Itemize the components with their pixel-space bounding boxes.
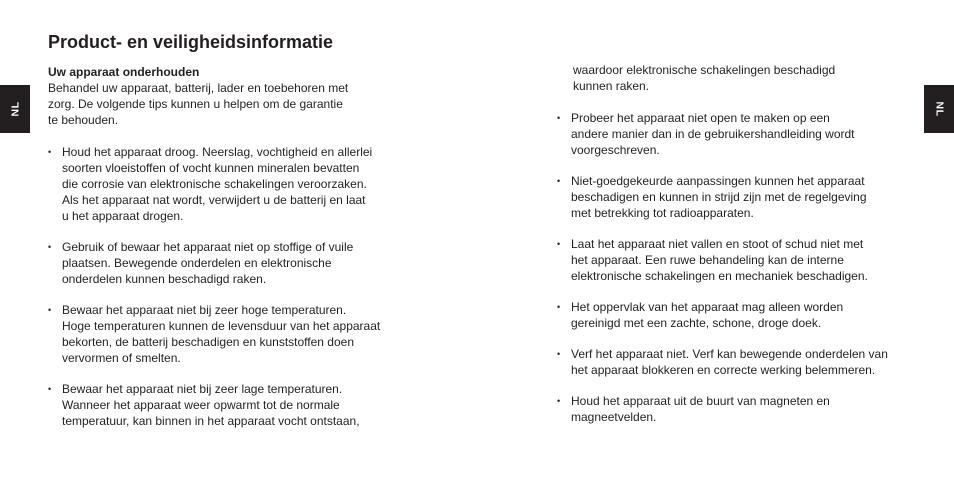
list-item <box>48 144 403 224</box>
list-item <box>557 346 907 378</box>
list-item-line: Wanneer het apparaat weer opwarmt tot de normale <box>62 398 340 412</box>
list-item <box>557 393 907 425</box>
right-column <box>557 62 907 425</box>
language-tab-right <box>924 85 954 133</box>
list-item-line: Gebruik of bewaar het apparaat niet op stoffige of vuile <box>62 240 354 254</box>
list-item-line: Bewaar het apparaat niet bij zeer hoge temperaturen. <box>62 303 347 317</box>
list-item-line: Niet-goedgekeurde aanpassingen kunnen het apparaat <box>571 174 865 188</box>
continuation-paragraph <box>557 62 907 94</box>
bullet-marker: • <box>557 349 561 359</box>
list-item-line: vervormen of smelten. <box>62 351 181 365</box>
list-item-line: u het apparaat drogen. <box>62 209 184 223</box>
list-item-line: Houd het apparaat droog. Neerslag, vochtigheid en allerlei <box>62 145 373 159</box>
bullet-marker: • <box>557 239 561 249</box>
list-item-line: Het oppervlak van het apparaat mag alleen worden <box>571 300 844 314</box>
list-item-line: temperatuur, kan binnen in het apparaat vocht ontstaan, <box>62 414 360 428</box>
list-item-line: het apparaat. Een ruwe behandeling kan de interne <box>571 253 844 267</box>
list-item-line: voorgeschreven. <box>571 143 660 157</box>
list-item <box>557 110 907 158</box>
section-subheading: Uw apparaat onderhouden <box>48 65 200 79</box>
care-tips-list-right <box>557 110 907 425</box>
list-item-line: soorten vloeistoffen of vocht kunnen mineralen bevatten <box>62 161 360 175</box>
list-item-line: magneetvelden. <box>571 410 657 424</box>
bullet-marker: • <box>48 384 52 394</box>
language-tab-left-label: NL <box>9 101 21 117</box>
list-item-line: plaatsen. Bewegende onderdelen en elektronische <box>62 256 332 270</box>
intro-line: zorg. De volgende tips kunnen u helpen om de garantie <box>48 97 343 111</box>
list-item-line: Verf het apparaat niet. Verf kan bewegende onderdelen van <box>571 347 888 361</box>
list-item-line: Als het apparaat nat wordt, verwijdert u de batterij en laat <box>62 193 366 207</box>
language-tab-left <box>0 85 30 133</box>
list-item-line: elektronische schakelingen en mechaniek beschadigen. <box>571 269 868 283</box>
list-item-line: bekorten, de batterij beschadigen en kunststoffen doen <box>62 335 354 349</box>
list-item <box>48 302 403 366</box>
list-item-line: Houd het apparaat uit de buurt van magneten en <box>571 394 830 408</box>
bullet-marker: • <box>48 147 52 157</box>
list-item-line: het apparaat blokkeren en correcte werking belemmeren. <box>571 363 876 377</box>
list-item-line: onderdelen kunnen beschadigd raken. <box>62 272 267 286</box>
page-title: Product- en veiligheidsinformatie <box>48 32 334 52</box>
list-item-line: die corrosie van elektronische schakelingen veroorzaken. <box>62 177 367 191</box>
intro-paragraph <box>48 80 403 128</box>
intro-line: Behandel uw apparaat, batterij, lader en toebehoren met <box>48 81 349 95</box>
bullet-marker: • <box>557 302 561 312</box>
list-item-line: Probeer het apparaat niet open te maken op een <box>571 111 830 125</box>
list-item <box>557 173 907 221</box>
list-item <box>48 239 403 287</box>
intro-line: te behouden. <box>48 113 119 127</box>
list-item-line: beschadigen en kunnen in strijd zijn met de regelgeving <box>571 190 867 204</box>
list-item-line: met betrekking tot radioapparaten. <box>571 206 754 220</box>
continuation-line: waardoor elektronische schakelingen beschadigd <box>573 63 836 77</box>
bullet-marker: • <box>557 396 561 406</box>
continuation-line: kunnen raken. <box>573 79 650 93</box>
list-item-line: Laat het apparaat niet vallen en stoot of schud niet met <box>571 237 864 251</box>
list-item-line: andere manier dan in de gebruikershandleiding wordt <box>571 127 855 141</box>
care-tips-list-left <box>48 144 403 429</box>
list-item-line: Hoge temperaturen kunnen de levensduur van het apparaat <box>62 319 381 333</box>
list-item <box>48 381 403 429</box>
list-item-line: Bewaar het apparaat niet bij zeer lage temperaturen. <box>62 382 343 396</box>
bullet-marker: • <box>48 305 52 315</box>
list-item <box>557 299 907 331</box>
bullet-marker: • <box>557 176 561 186</box>
left-column <box>48 64 403 429</box>
list-item <box>557 236 907 284</box>
bullet-marker: • <box>557 113 561 123</box>
language-tab-right-label: NL <box>933 101 945 117</box>
list-item-line: gereinigd met een zachte, schone, droge doek. <box>571 316 822 330</box>
bullet-marker: • <box>48 242 52 252</box>
